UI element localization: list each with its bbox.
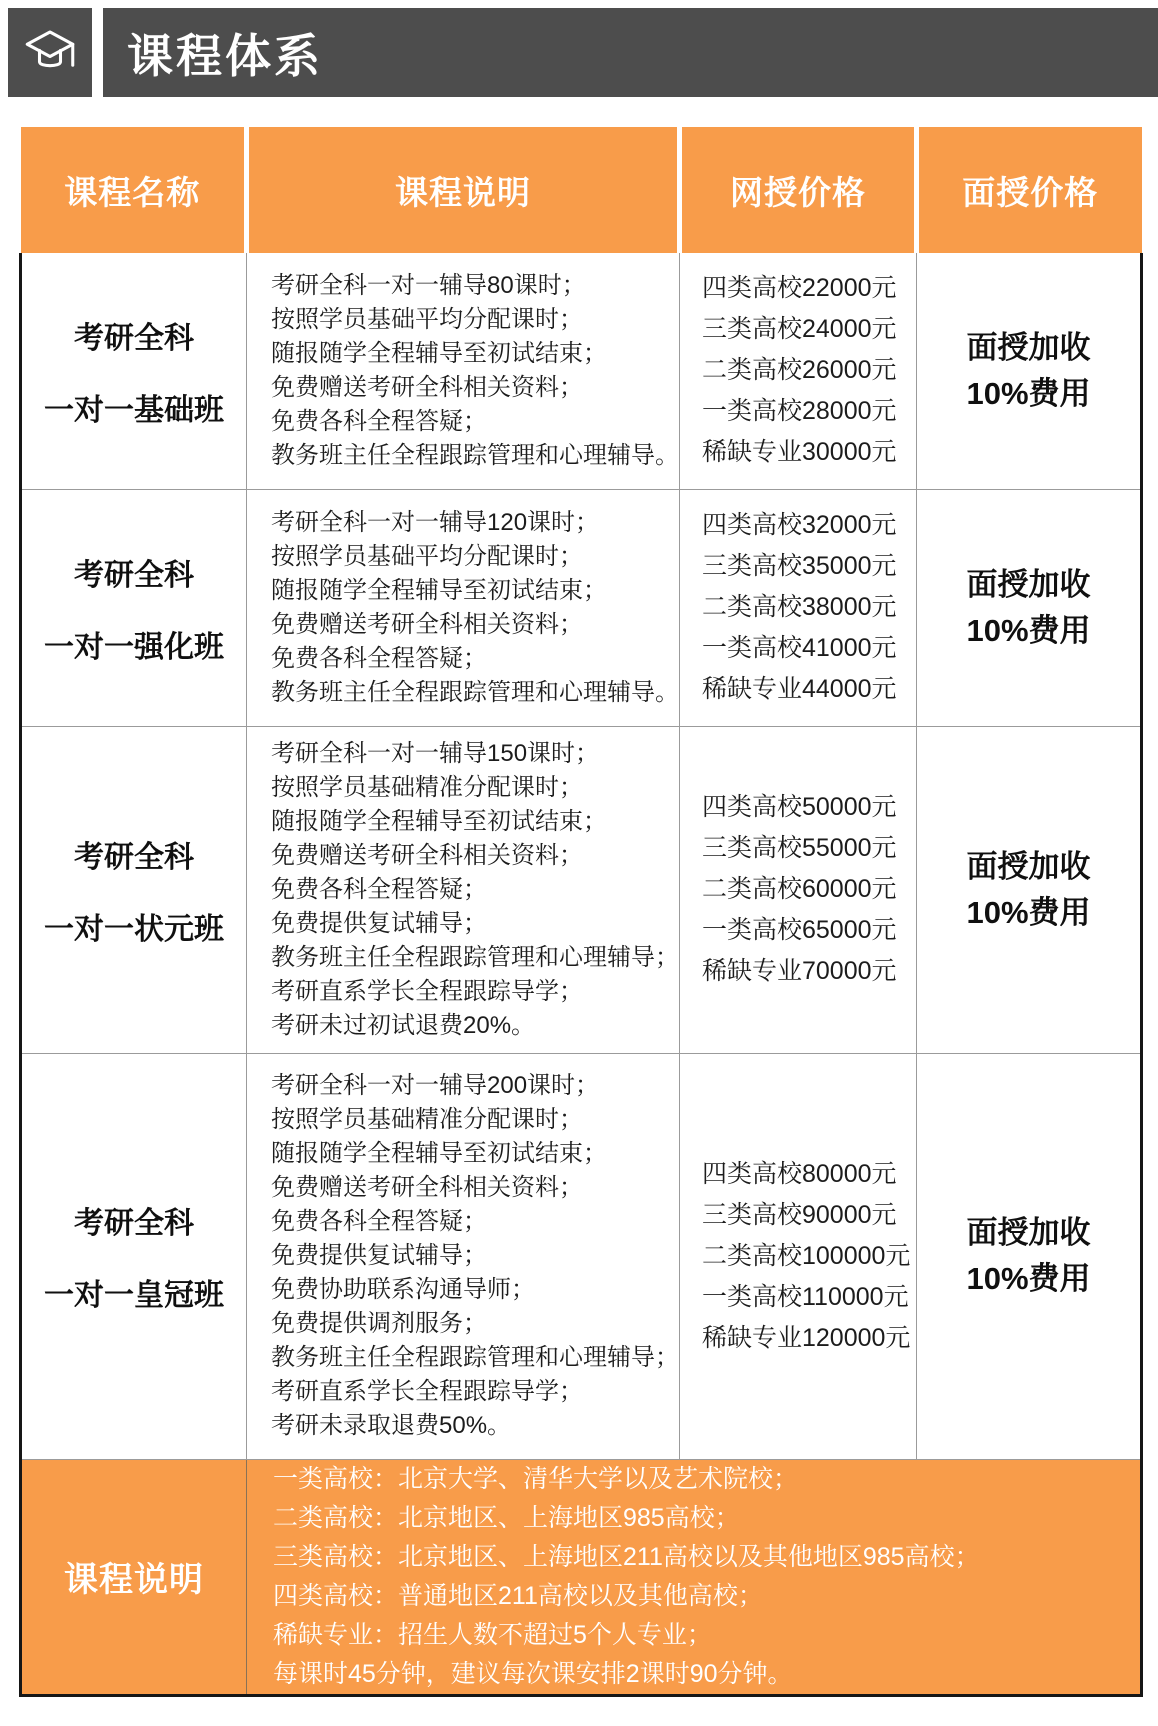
header-online-price: 网授价格: [680, 127, 917, 253]
banner-icon-box: [8, 8, 92, 97]
course-pricing-table: [19, 127, 1143, 1697]
offline-price-cell: 面授加收 10%费用: [917, 489, 1142, 726]
footer-label-cell: 课程说明: [21, 1459, 247, 1695]
table-row-crown-class: [21, 1053, 1142, 1459]
header-course-description: 课程说明: [247, 127, 680, 253]
table-row-champion-class: [21, 726, 1142, 1053]
online-price-cell: 四类高校22000元 三类高校24000元 二类高校26000元 一类高校28000元 稀缺专业30000元: [680, 253, 917, 489]
table-row-basic-class: [21, 253, 1142, 489]
online-price-cell: 四类高校32000元 三类高校35000元 二类高校38000元 一类高校41000元 稀缺专业44000元: [680, 489, 917, 726]
offline-price-cell: 面授加收 10%费用: [917, 1053, 1142, 1459]
online-price-cell: 四类高校50000元 三类高校55000元 二类高校60000元 一类高校65000元 稀缺专业70000元: [680, 726, 917, 1053]
course-name-cell: 考研全科 一对一皇冠班: [21, 1053, 247, 1459]
offline-price-cell: 面授加收 10%费用: [917, 253, 1142, 489]
course-name-cell: 考研全科 一对一强化班: [21, 489, 247, 726]
course-description-cell: 考研全科一对一辅导80课时； 按照学员基础平均分配课时； 随报随学全程辅导至初试结束； 免费赠送考研全科相关资料； 免费各科全程答疑； 教务班主任全程跟踪管理和心理辅导。: [247, 253, 680, 489]
course-description-cell: 考研全科一对一辅导120课时； 按照学员基础平均分配课时； 随报随学全程辅导至初试结束； 免费赠送考研全科相关资料； 免费各科全程答疑； 教务班主任全程跟踪管理和心理辅导。: [247, 489, 680, 726]
course-description-cell: 考研全科一对一辅导150课时； 按照学员基础精准分配课时； 随报随学全程辅导至初试结束； 免费赠送考研全科相关资料； 免费各科全程答疑； 免费提供复试辅导； 教务班主任全程跟踪管理和心理辅导； 考研直系学长全程跟踪导学； 考研未过初试退费20%。: [247, 726, 680, 1053]
page-banner: [8, 8, 1158, 97]
graduation-cap-icon: [22, 25, 78, 81]
page-title: 课程体系: [127, 29, 323, 82]
course-name-cell: 考研全科 一对一状元班: [21, 726, 247, 1053]
table-footer: [21, 1459, 1142, 1695]
header-offline-price: 面授价格: [917, 127, 1142, 253]
header-course-name: 课程名称: [21, 127, 247, 253]
table-header-row: [21, 127, 1142, 253]
course-name-cell: 考研全科 一对一基础班: [21, 253, 247, 489]
online-price-cell: 四类高校80000元 三类高校90000元 二类高校100000元 一类高校110000元 稀缺专业120000元: [680, 1053, 917, 1459]
footer-row: [21, 1459, 1142, 1695]
footer-notes-cell: 一类高校：北京大学、清华大学以及艺术院校； 二类高校：北京地区、上海地区985高校； 三类高校：北京地区、上海地区211高校以及其他地区985高校； 四类高校：普通地区211高校以及其他高校； 稀缺专业：招生人数不超过5个人专业； 每课时45分钟，建议每次课安排2课时90分钟。: [247, 1459, 1142, 1695]
offline-price-cell: 面授加收 10%费用: [917, 726, 1142, 1053]
banner-title-bar: [103, 8, 1158, 97]
table-row-intensive-class: [21, 489, 1142, 726]
course-description-cell: 考研全科一对一辅导200课时； 按照学员基础精准分配课时； 随报随学全程辅导至初试结束； 免费赠送考研全科相关资料； 免费各科全程答疑； 免费提供复试辅导； 免费协助联系沟通导师； 免费提供调剂服务； 教务班主任全程跟踪管理和心理辅导； 考研直系学长全程跟踪导学； 考研未录取退费50%。: [247, 1053, 680, 1459]
